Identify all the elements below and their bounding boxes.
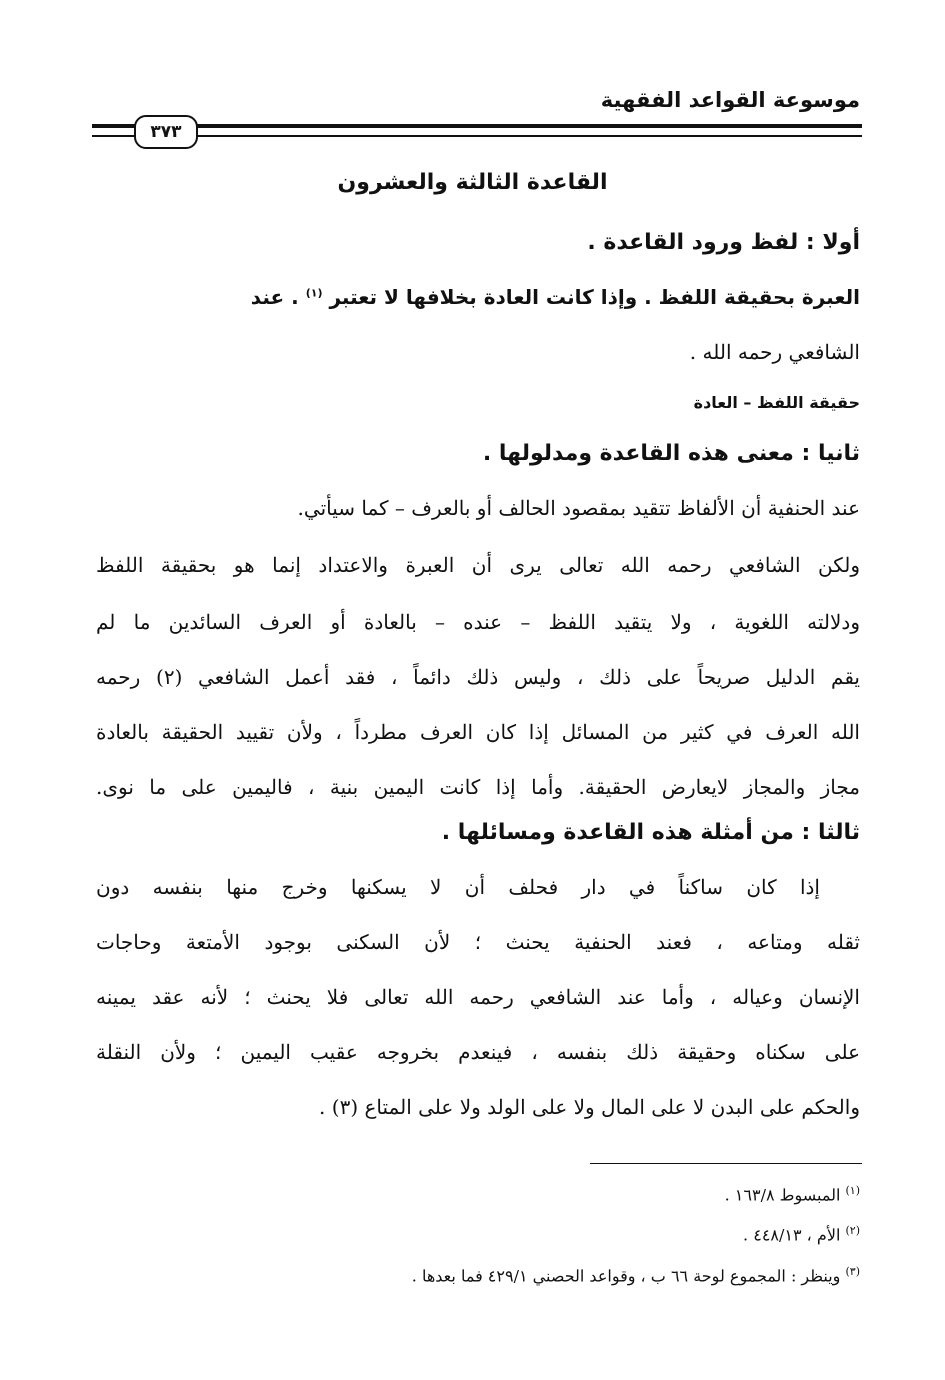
rule-title: القاعدة الثالثة والعشرون bbox=[337, 170, 608, 195]
footnote bbox=[743, 1225, 860, 1243]
footnote bbox=[725, 1185, 860, 1203]
meaning-line: يقم الدليل صريحاً على ذلك ، وليس ذلك دائماً ، فقد أعمل الشافعي (٢) رحمه bbox=[96, 665, 860, 689]
footnote-marker: (١) bbox=[845, 1184, 860, 1197]
example-line: على سكناه وحقيقة ذلك بنفسه ، فينعدم بخروجه عقيب اليمين ؛ ولأن النقلة bbox=[96, 1040, 860, 1064]
example-line: ثقله ومتاعه ، فعند الحنفية يحنث ؛ لأن السكنى بوجود الأمتعة وحاجات bbox=[96, 930, 860, 954]
keywords: حقيقة اللفظ – العادة bbox=[693, 393, 860, 412]
meaning-line: عند الحنفية أن الألفاظ تتقيد بمقصود الحالف أو بالعرف – كما سيأتي. bbox=[297, 496, 860, 520]
footnote-marker: (٣) bbox=[845, 1265, 860, 1278]
section-heading-third: ثالثا : من أمثلة هذه القاعدة ومسائلها . bbox=[441, 820, 860, 845]
running-title: موسوعة القواعد الفقهية bbox=[600, 88, 860, 112]
footnote-separator bbox=[590, 1163, 862, 1164]
section-heading-first: أولا : لفظ ورود القاعدة . bbox=[587, 230, 860, 255]
example-line: والحكم على البدن لا على المال ولا على الولد ولا على المتاع (٣) . bbox=[319, 1095, 860, 1119]
footnote bbox=[412, 1266, 860, 1284]
rule-attribution: الشافعي رحمه الله . bbox=[689, 340, 860, 364]
example-line: إذا كان ساكناً في دار فحلف أن لا يسكنها وخرج منها بنفسه دون bbox=[96, 875, 820, 899]
page-number-badge bbox=[134, 115, 198, 149]
rule-statement-text: العبرة بحقيقة اللفظ . وإذا كانت العادة بخلافها لا تعتبر bbox=[329, 285, 860, 309]
meaning-line: الله العرف في كثير من المسائل إذا كان العرف مطرداً ، ولأن تقييد الحقيقة بالعادة bbox=[96, 720, 860, 744]
example-line: الإنسان وعياله ، وأما عند الشافعي رحمه الله تعالى فلا يحنث ؛ لأنه عقد يمينه bbox=[96, 985, 860, 1009]
rule-statement bbox=[251, 287, 860, 307]
footnote-text: المبسوط ١٦٣/٨ . bbox=[724, 1185, 841, 1205]
footnote-text: وينظر : المجموع لوحة ٦٦ ب ، وقواعد الحصني ٤٢٩/١ فما بعدها . bbox=[411, 1266, 841, 1286]
footnote-ref-1: (١) bbox=[305, 286, 323, 300]
footnote-marker: (٢) bbox=[845, 1224, 860, 1237]
meaning-line: ودلالته اللغوية ، ولا يتقيد اللفظ – عنده – بالعادة أو العرف السائدين ما لم bbox=[96, 610, 860, 634]
footnote-text: الأم ، ٤٤٨/١٣ . bbox=[743, 1225, 841, 1245]
meaning-line: مجاز والمجاز لايعارض الحقيقة. وأما إذا كانت اليمين بنية ، فاليمين على ما نوى. bbox=[96, 775, 860, 799]
header-rule-thin bbox=[92, 135, 862, 137]
section-heading-second: ثانيا : معنى هذه القاعدة ومدلولها . bbox=[482, 441, 860, 466]
header-rule-thick bbox=[92, 124, 862, 128]
meaning-line: ولكن الشافعي رحمه الله تعالى يرى أن العبرة والاعتداد إنما هو بحقيقة اللفظ bbox=[96, 553, 860, 577]
rule-statement-tail: . عند bbox=[250, 285, 299, 309]
page-number: ٣٧٣ bbox=[150, 122, 182, 142]
